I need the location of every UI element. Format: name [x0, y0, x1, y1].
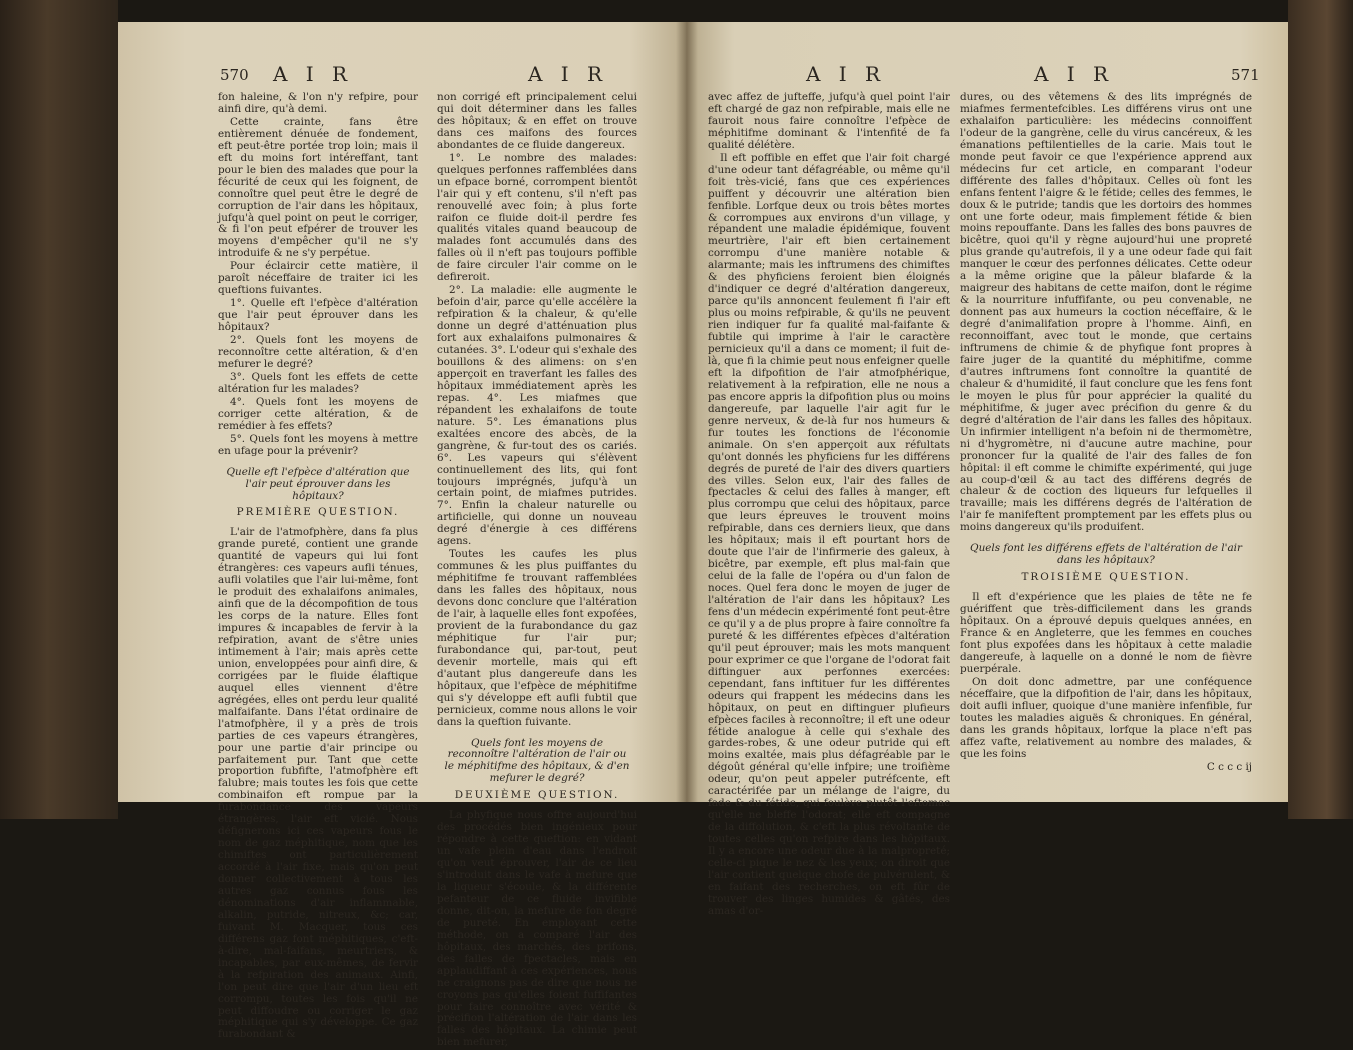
paragraph: Pour éclaircir cette matière, il paroît néceffaire de traiter ici les queftions fuivantes.	[218, 260, 418, 297]
page-number-left: 570	[220, 66, 249, 84]
running-head-left-2: A I R	[528, 62, 609, 86]
paragraph: Toutes les caufes les plus communes & les plus puiffantes du méphitifme fe trouvant raffemblées dans les falles des hôpitaux, nous devons donc conclure que l'altération de l'air, à laquelle elles font expofées, provient de la furabondance du gaz méphitique fur l'air pur; furabondance qui, par-tout, peut devenir mortelle, mais qui eft d'autant plus dangereufe dans les hôpitaux, que l'efpèce de méphitifme qui s'y développe eft aufli fubtil que pernicieux, comme nous allons le voir dans la queftion fuivante.	[437, 548, 637, 728]
signature-mark: C c c c ij	[1206, 761, 1252, 774]
paragraph: dures, ou des vêtemens & des lits imprégnés de miafmes fermentefcibles. Les différens virus ont une exhalaifon particulière: les médecins connoiffent l'odeur de la gangrène, celle du virus cancéreux, & les émanations peftilentielles de la carie. Mais tout le monde peut favoir ce que l'expérience apprend aux médecins fur cet article, en comparant l'odeur différente des falles d'hôpitaux. Celles où font les enfans fentent l'aigre & le fétide; celles des femmes, le doux & le putride; tandis que les dortoirs des hommes ont une forte odeur, mais fimplement fétide & bien moins repouffante. Dans les falles des bons pauvres de bicêtre, quoi qu'il y règne aujourd'hui une propreté plus grande qu'autrefois, il y a une odeur fade qui fait manquer le cœur des perfonnes délicates. Cette odeur a la même origine que la pâleur blafarde & la maigreur des habitans de cette maifon, dont le régime & la nourriture infuffifante, ou peu convenable, ne donnent pas aux humeurs la coction néceffaire, & le degré d'animalifation propre à l'homme. Ainfi, en reconnoiffant, avec tout le monde, que certains inftrumens de chimie & de phyfique font propres à faire juger de la quantité du méphitifme, comme d'autres inftrumens font connoître la quantité de chaleur & d'humidité, il faut conclure que les fens font le moyen le plus fûr pour apprécier la qualité du méphitifme, & juger avec précifion du genre & du degré d'altération de l'air dans les falles des hôpitaux. Un infirmier intelligent n'a befoin ni de thermomètre, ni d'hygromètre, ni d'aucune autre machine, pour prononcer fur la qualité de l'air des falles de fon hôpital: il eft comme le chimifte expérimenté, qui juge au coup-d'œil & au tact des différens degrés de chaleur & de coction des liqueurs fur lefquelles il travaille; mais les différens degrés de l'altération de l'air fe manifeftent promptement par les effets plus ou moins dangereux qu'ils produifent.	[960, 91, 1252, 534]
left-page	[118, 22, 686, 1049]
paragraph: 3°. Quels font les effets de cette altération fur les malades?	[218, 370, 418, 395]
paragraph: L'air de l'atmofphère, dans fa plus grande pureté, contient une grande quantité de vapeurs qui lui font étrangères: ces vapeurs aufli ténues, aufli volatiles que l'air lui-même, font le produit des exhalaifons animales, ainfi que de la décompofition de tous les corps de la nature. Elles font impures & incapables de fervir à la refpiration, avant de s'être unies intimement à l'air; mais après cette union, enveloppées pour ainfi dire, & corrigées par le fluide élaftique auquel elles viennent d'être agrégées, elles ont perdu leur qualité malfaifante. Dans l'état ordinaire de l'atmofphère, il y a près de trois parties de ces vapeurs étrangères, pour une partie d'air principe ou parfaitement pur. Tant que cette proportion fubfifte, l'atmofphère eft falubre; mais toutes les fois que cette combinaifon eft rompue par la furabondance des vapeurs étrangères, l'air eft vicié. Nous défignerons ici ces vapeurs fous le nom de gaz méphitique, nom que les chimiftes ont particulièrement accordé à l'air fixe, mais qu'on peut donner collectivement à tous les autres gaz connus fous les dénominations d'air inflammable, alkalin, putride, nitreux, &c; car, fuivant M. Macquer, tous ces différens gaz font méphitiques, c'eft-à-dire, mal-faifans, meurtriers, & incapables, par eux-mêmes, de fervir à la refpiration des animaux. Ainfi, l'on peut dire que l'air d'un lieu eft corrompu, toutes les fois qu'il ne peut diffoudre ou corriger le gaz méphitique qui s'y développe. Ce gaz furabondant &	[218, 526, 418, 1041]
running-head-right-2: A I R	[1034, 62, 1115, 86]
book-cover-right	[1288, 0, 1353, 819]
book-gutter	[676, 22, 698, 802]
paragraph: Il eft poffible en effet que l'air foit chargé d'une odeur tant défagréable, ou même qu'il foit très-vicié, fans que ces expériences puiffent y découvrir une altération bien fenfible. Lorfque deux ou trois bêtes mortes & corrompues aux environs d'un village, y répandent une maladie épidémique, fouvent meurtrière, l'air eft bien certainement corrompu d'une manière notable & alarmante; mais les inftrumens des chimiftes & des phyficiens feroient bien éloignés d'indiquer ce degré d'altération dangereux, parce qu'ils annoncent feulement fi l'air eft plus ou moins refpirable, & qu'ils ne peuvent rien indiquer fur fa qualité mal-faifante & fubtile qui imprime à l'air le caractère pernicieux qu'il a dans ce moment; il fuit de-là, que fi la chimie peut nous enfeigner quelle eft la difpofition de l'air atmofphérique, relativement à la refpiration, elle ne nous a pas encore appris la difpofition plus ou moins dangereufe, par laquelle l'air agit fur le genre nerveux, & de-là fur nos humeurs & fur toutes les fonctions de l'économie animale. On s'en apperçoit aux réfultats qu'ont donnés les phyficiens fur les différens degrés de pureté de l'air des divers quartiers des villes. Selon eux, l'air des falles de fpectacles & celui des falles à manger, eft plus corrompu que celui des hôpitaux, parce que leurs épreuves le trouvent moins refpirable, dans ces derniers lieux, que dans les hôpitaux; mais il eft pourtant hors de doute que l'air de l'infirmerie des galeux, à bicêtre, par exemple, eft plus mal-fain que celui de la falle de l'opéra ou d'un falon de noces. Quel fera donc le moyen de juger de l'altération de l'air dans les hôpitaux? Les fens d'un médecin expérimenté font peut-être ce qu'il y a de plus propre à faire connoître fa pureté & les différentes efpèces d'altération qu'il peut éprouver; mais les mots manquent pour exprimer ce que l'organe de l'odorat fait diftinguer aux perfonnes exercées: cependant, fans inftituer fur les différentes odeurs qui frappent les médecins dans les hôpitaux, on peut en diftinguer plufieurs efpèces faciles à reconnoître; il eft une odeur fétide analogue à celle qui s'exhale des gardes-robes, & une odeur putride qui eft moins exaltée, mais plus défagréable par le dégoût général qu'elle infpire; une troifième odeur, qu'on peut appeler putréfcente, eft caractérifée par un mélange de l'aigre, du fade & du fétide, qui foulève plutôt l'eftomac qu'elle ne bleffe l'odorat; elle eft compagne de la diffolution, & c'eft la plus révoltante de toutes celles qu'on refpire dans les hôpitaux. Il y a encore une odeur due à la malpropreté; celle-ci pique le nez & les yeux; on diroit que l'air contient quelque chofe de pulvérulent, & en faifant des recherches, on eft fûr de trouver des linges humides & gâtés, des amas d'or-	[708, 151, 950, 917]
paragraph: Cette crainte, fans être entièrement dénuée de fondement, eft peut-être portée trop loin; mais il eft du moins fort intéreffant, tant pour le bien des malades que pour la fécurité de ceux qui les foignent, de connoître quel peut être le degré de corruption de l'air dans les hôpitaux, jufqu'à quel point on peut le corriger, & fi l'on peut efpérer de trouver les moyens d'empêcher qu'il ne s'y introduife & ne s'y perpétue.	[218, 115, 418, 260]
section-title: Quelle eft l'efpèce d'altération que l'air peut éprouver dans les hôpitaux?	[226, 465, 410, 502]
running-head-right-1: A I R	[806, 62, 887, 86]
book-cover-left	[0, 0, 118, 819]
left-page-column-1	[218, 92, 418, 1042]
page-number-right: 571	[1231, 66, 1260, 84]
paragraph: 4°. Quels font les moyens de corriger cette altération, & de remédier à fes effets?	[218, 395, 418, 432]
paragraph: non corrigé eft principalement celui qui doit déterminer dans les falles des hôpitaux; & en effet on trouve dans ces maifons des fources abondantes de ce fluide dangereux.	[437, 91, 637, 151]
paragraph: 5°. Quels font les moyens à mettre en ufage pour la prévenir?	[218, 432, 418, 457]
paragraph: 1°. Le nombre des malades: quelques perfonnes raffemblées dans un efpace borné, corrompent bientôt l'air qui y eft contenu, s'il n'eft pas renouvellé avec foin; à plus forte raifon ce fluide doit-il perdre fes qualités vitales quand beaucoup de malades font accumulés dans des falles où il n'eft pas toujours poffible de faire circuler l'air comme on le defireroit.	[437, 151, 637, 284]
paragraph: avec affez de jufteffe, jufqu'à quel point l'air eft chargé de gaz non refpirable, mais elle ne fauroit nous faire connoître l'efpèce de méphitifme dominant & l'intenfité de fa qualité délétère.	[708, 91, 950, 151]
paragraph: 2°. Quels font les moyens de reconnoître cette altération, & d'en mefurer le degré?	[218, 334, 418, 370]
section-title: Quels font les moyens de reconnoître l'altération de l'air ou le méphitifme des hôpitaux, & d'en mefurer le degré?	[444, 736, 630, 785]
right-page-column-1	[708, 92, 950, 919]
paragraph: 2°. La maladie: elle augmente le befoin d'air, parce qu'elle accélère la refpiration & la chaleur, & qu'elle donne un degré d'atténuation plus fort aux exhalaifons pulmonaires & cutanées. 3°. L'odeur qui s'exhale des bouillons & des alimens: on s'en apperçoit en traverfant les falles des hôpitaux immédiatement après les repas. 4°. Les miafmes que répandent les exhalaifons de toute nature. 5°. Les émanations plus exaltées encore des abcès, de la gangrène, & fur-tout des os cariés. 6°. Les vapeurs qui s'élèvent continuellement des lits, qui font toujours imprégnés, jufqu'à un certain point, de miafmes putrides. 7°. Enfin la chaleur naturelle ou artificielle, qui donne un nouveau degré d'énergie à ces différens agens.	[437, 284, 637, 548]
paragraph: La phyfique nous offre aujourd'hui des procédés bien ingénieux pour répondre à cette queftion: en vidant un vafe plein d'eau dans l'endroit qu'on veut éprouver, l'air de ce lieu s'introduit dans le vafe à mefure que la liqueur s'écoule, & la différente pefanteur de ce fluide invifible donne, dit-on, la mefure de fon degré de pureté. En employant cette méthode, on a comparé l'air des hôpitaux, des marchés, des prifons, des falles de fpectacles, mais en applaudiffant à ces expériences, nous ne craignons pas de dire que nous ne croyons pas qu'elles foient fuffifantes pour faire connoître avec vérité & précifion l'altération de l'air dans les falles des hôpitaux. La chimie peut bien mefurer,	[437, 809, 637, 1049]
paragraph: fon haleine, & l'on n'y refpire, pour ainfi dire, qu'à demi.	[218, 91, 418, 115]
running-head-left-1: A I R	[273, 62, 354, 86]
right-page	[686, 22, 1288, 917]
question-heading: TROISIÈME QUESTION.	[1021, 571, 1191, 584]
section-title: Quels font les différens effets de l'altération de l'air dans les hôpitaux?	[970, 542, 1242, 567]
paragraph: Il eft d'expérience que les plaies de tête ne fe guériffent que très-difficilement dans les grands hôpitaux. On a éprouvé depuis quelques années, en France & en Angleterre, que les femmes en couches font plus expofées dans les hôpitaux à cette maladie dangereufe, à laquelle on a donné le nom de fièvre puerpérale.	[960, 591, 1252, 675]
question-heading: DEUXIÈME QUESTION.	[454, 789, 620, 802]
paragraph: On doit donc admettre, par une conféquence néceffaire, que la difpofition de l'air, dans les hôpitaux, doit aufli influer, quoique d'une manière infenfible, fur toutes les maladies aiguës & chroniques. En général, dans les grands hôpitaux, lorfque la place n'eft pas affez vafte, relativement au nombre des malades, & que les foins	[960, 675, 1252, 760]
question-heading: PREMIÈRE QUESTION.	[236, 506, 400, 519]
right-page-column-2	[960, 92, 1252, 775]
paragraph: 1°. Quelle eft l'efpèce d'altération que l'air peut éprouver dans les hôpitaux?	[218, 297, 418, 334]
left-page-column-2	[437, 92, 637, 1050]
